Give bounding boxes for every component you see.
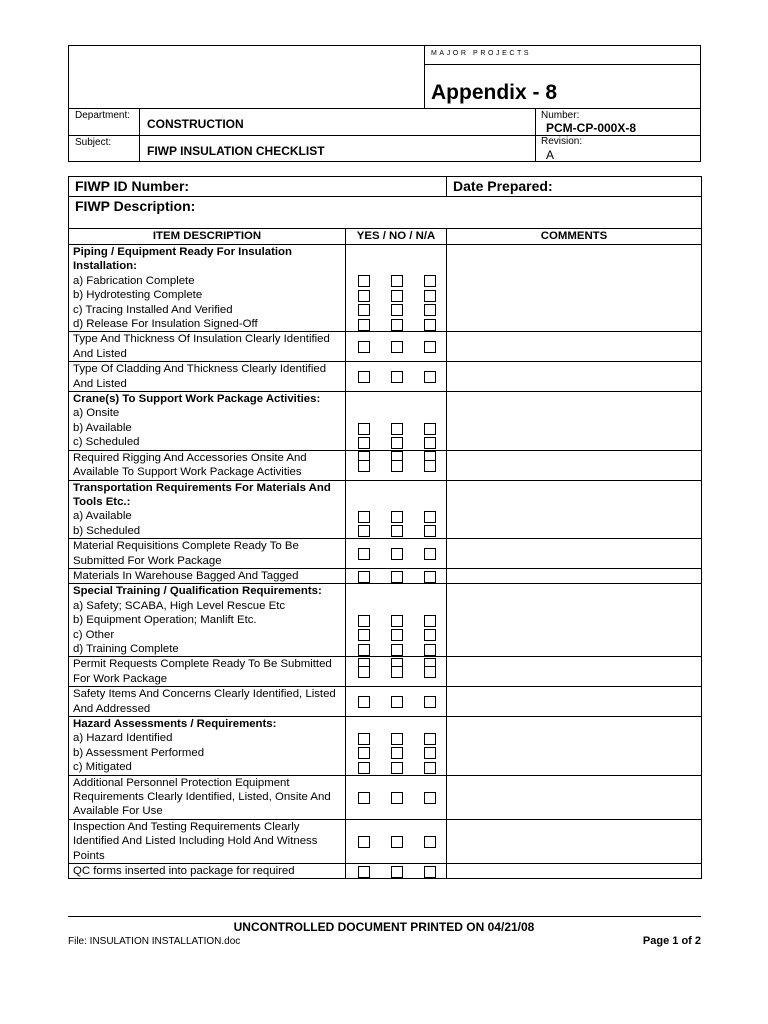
- checkbox-yes[interactable]: [358, 437, 370, 449]
- document-header: [68, 45, 701, 162]
- checkbox-no[interactable]: [391, 290, 403, 302]
- divider: [69, 108, 700, 109]
- item-heading: Special Training / Qualification Requirements:: [73, 585, 322, 598]
- checkbox-group: [358, 370, 436, 384]
- checkbox-no[interactable]: [391, 571, 403, 583]
- checklist-rows: [69, 245, 702, 879]
- item-line: a) Safety; SCABA, High Level Rescue Etc: [73, 599, 286, 612]
- checkbox-group: [358, 458, 436, 472]
- checkbox-yes[interactable]: [358, 460, 370, 472]
- divider: [424, 46, 425, 108]
- item-description-cell: [69, 362, 346, 392]
- checkbox-row: [358, 436, 436, 450]
- checkbox-no[interactable]: [391, 644, 403, 656]
- checkbox-yes[interactable]: [358, 571, 370, 583]
- file-name: File: INSULATION INSTALLATION.doc: [68, 936, 241, 947]
- column-header-yes-no: YES / NO / N/A: [346, 229, 447, 245]
- checkbox-na[interactable]: [424, 423, 436, 435]
- checkbox-yes[interactable]: [358, 866, 370, 878]
- checkbox-no[interactable]: [391, 304, 403, 316]
- item-description-cell: [69, 539, 346, 569]
- checkbox-na[interactable]: [424, 511, 436, 523]
- checkbox-no[interactable]: [391, 696, 403, 708]
- yes-no-na-cell: [346, 392, 447, 451]
- checkbox-na[interactable]: [424, 525, 436, 537]
- checkbox-yes[interactable]: [358, 371, 370, 383]
- checkbox-group: [358, 695, 436, 709]
- item-line: a) Onsite: [73, 407, 120, 420]
- department-value: CONSTRUCTION: [147, 117, 244, 131]
- checkbox-group: [358, 665, 436, 679]
- checkbox-na[interactable]: [424, 629, 436, 641]
- table-row: [69, 775, 702, 819]
- table-row: [69, 392, 702, 451]
- item-line: c) Mitigated: [73, 761, 132, 774]
- date-prepared-field[interactable]: Date Prepared:: [447, 177, 702, 197]
- item-line: c) Other: [73, 628, 115, 641]
- checkbox-row: [358, 642, 436, 656]
- checkbox-no[interactable]: [391, 319, 403, 331]
- checkbox-no[interactable]: [391, 792, 403, 804]
- checkbox-yes[interactable]: [358, 644, 370, 656]
- item-heading: Piping / Equipment Ready For Insulation Installation:: [73, 246, 292, 273]
- checkbox-na[interactable]: [424, 290, 436, 302]
- comments-cell[interactable]: [447, 362, 702, 392]
- item-description-cell: [69, 775, 346, 819]
- yes-no-na-cell: [346, 480, 447, 539]
- checkbox-row: [358, 303, 436, 317]
- checkbox-yes[interactable]: [358, 525, 370, 537]
- checkbox-row: [358, 695, 436, 709]
- checkbox-yes[interactable]: [358, 341, 370, 353]
- checkbox-yes[interactable]: [358, 733, 370, 745]
- item-line: a) Available: [73, 510, 132, 523]
- item-line: Required Rigging And Accessories Onsite And Available To Support Work Package Activities: [73, 451, 307, 479]
- comments-cell[interactable]: [447, 392, 702, 451]
- checkbox-na[interactable]: [424, 304, 436, 316]
- item-line: a) Hazard Identified: [73, 732, 173, 745]
- item-line: QC forms inserted into package for required: [73, 865, 295, 878]
- comments-cell[interactable]: [447, 332, 702, 362]
- checkbox-group: [358, 835, 436, 849]
- checkbox-na[interactable]: [424, 666, 436, 678]
- item-description-cell: [69, 332, 346, 362]
- divider: [424, 64, 700, 65]
- comments-cell[interactable]: [447, 480, 702, 539]
- yes-no-na-cell: [346, 717, 447, 776]
- table-row: [69, 687, 702, 717]
- checkbox-row: [358, 761, 436, 775]
- checkbox-yes[interactable]: [358, 747, 370, 759]
- checkbox-group: [358, 340, 436, 354]
- checkbox-no[interactable]: [391, 836, 403, 848]
- checkbox-no[interactable]: [391, 423, 403, 435]
- checkbox-no[interactable]: [391, 666, 403, 678]
- footer-divider: [68, 916, 701, 917]
- checkbox-yes[interactable]: [358, 423, 370, 435]
- yes-no-na-cell: [346, 864, 447, 879]
- checkbox-no[interactable]: [391, 525, 403, 537]
- checkbox-yes[interactable]: [358, 836, 370, 848]
- yes-no-na-cell: [346, 362, 447, 392]
- checkbox-na[interactable]: [424, 644, 436, 656]
- subject-label: Subject:: [75, 137, 112, 148]
- yes-no-na-cell: [346, 687, 447, 717]
- checkbox-no[interactable]: [391, 371, 403, 383]
- comments-cell[interactable]: [447, 717, 702, 776]
- checkbox-row: [358, 317, 436, 331]
- checkbox-na[interactable]: [424, 866, 436, 878]
- checkbox-yes[interactable]: [358, 304, 370, 316]
- item-description-cell: [69, 450, 346, 480]
- appendix-title: Appendix - 8: [431, 81, 558, 104]
- checkbox-row: [358, 289, 436, 303]
- checkbox-no[interactable]: [391, 762, 403, 774]
- checkbox-yes[interactable]: [358, 319, 370, 331]
- checkbox-row: [358, 421, 436, 435]
- fiwp-id-field[interactable]: FIWP ID Number:: [69, 177, 447, 197]
- checkbox-na[interactable]: [424, 615, 436, 627]
- checkbox-group: [358, 274, 436, 332]
- checkbox-row: [358, 458, 436, 472]
- checkbox-na[interactable]: [424, 762, 436, 774]
- item-line: Type Of Cladding And Thickness Clearly Identified And Listed: [73, 363, 327, 390]
- checkbox-yes[interactable]: [358, 762, 370, 774]
- table-row: [69, 819, 702, 863]
- yes-no-na-cell: [346, 657, 447, 687]
- comments-cell[interactable]: [447, 864, 702, 879]
- divider: [69, 135, 700, 136]
- item-line: Material Requisitions Complete Ready To Be Submitted For Work Package: [73, 540, 299, 567]
- uncontrolled-notice: UNCONTROLLED DOCUMENT PRINTED ON 04/21/08: [233, 920, 535, 934]
- item-line: b) Hydrotesting Complete: [73, 289, 203, 302]
- number-label: Number:: [541, 110, 580, 121]
- comments-cell[interactable]: [447, 687, 702, 717]
- checkbox-row: [358, 835, 436, 849]
- checkbox-row: [358, 510, 436, 524]
- yes-no-na-cell: [346, 539, 447, 569]
- item-line: b) Assessment Performed: [73, 746, 205, 759]
- table-row: [69, 657, 702, 687]
- checkbox-group: [358, 865, 436, 879]
- item-line: b) Scheduled: [73, 524, 141, 537]
- fiwp-description-field[interactable]: FIWP Description:: [69, 197, 702, 229]
- checkbox-no[interactable]: [391, 733, 403, 745]
- checkbox-no[interactable]: [391, 275, 403, 287]
- checkbox-no[interactable]: [391, 615, 403, 627]
- item-description-cell: [69, 392, 346, 451]
- checkbox-group: [358, 547, 436, 561]
- number-value: PCM-CP-000X-8: [546, 121, 637, 135]
- checkbox-row: [358, 370, 436, 384]
- checkbox-na[interactable]: [424, 275, 436, 287]
- divider: [535, 108, 536, 161]
- major-projects-label: MAJOR PROJECTS: [431, 50, 532, 57]
- checkbox-no[interactable]: [391, 460, 403, 472]
- checkbox-row: [358, 791, 436, 805]
- checkbox-row: [358, 524, 436, 538]
- item-description-cell: [69, 657, 346, 687]
- checkbox-na[interactable]: [424, 747, 436, 759]
- item-heading: Hazard Assessments / Requirements:: [73, 718, 277, 730]
- yes-no-na-cell: [346, 450, 447, 480]
- table-row: [69, 864, 702, 879]
- table-row: [69, 362, 702, 392]
- yes-no-na-cell: [346, 245, 447, 332]
- item-description-cell: [69, 584, 346, 657]
- checkbox-row: [358, 665, 436, 679]
- item-heading: Crane(s) To Support Work Package Activities:: [73, 393, 321, 406]
- checkbox-yes[interactable]: [358, 275, 370, 287]
- comments-cell[interactable]: [447, 539, 702, 569]
- item-line: Materials In Warehouse Bagged And Tagged: [73, 569, 299, 582]
- revision-value: A: [546, 148, 555, 162]
- department-label: Department:: [75, 110, 131, 121]
- divider: [139, 108, 140, 161]
- checkbox-yes[interactable]: [358, 290, 370, 302]
- checkbox-no[interactable]: [391, 437, 403, 449]
- checkbox-na[interactable]: [424, 460, 436, 472]
- table-row: [69, 568, 702, 583]
- comments-cell[interactable]: [447, 775, 702, 819]
- checkbox-row: [358, 340, 436, 354]
- checkbox-row: [358, 569, 436, 583]
- item-line: c) Scheduled: [73, 436, 140, 449]
- item-line: Safety Items And Concerns Clearly Identified, Listed And Addressed: [73, 688, 336, 715]
- checkbox-no[interactable]: [391, 747, 403, 759]
- item-line: d) Release For Insulation Signed-Off: [73, 318, 258, 331]
- checkbox-row: [358, 547, 436, 561]
- table-row: [69, 245, 702, 332]
- checkbox-yes[interactable]: [358, 792, 370, 804]
- checkbox-no[interactable]: [391, 341, 403, 353]
- table-row: [69, 450, 702, 480]
- yes-no-na-cell: [346, 819, 447, 863]
- item-description-cell: [69, 864, 346, 879]
- item-line: Inspection And Testing Requirements Clearly Identified And Listed Including Hold And Witness Points: [73, 820, 318, 862]
- checkbox-na[interactable]: [424, 792, 436, 804]
- table-row: [69, 539, 702, 569]
- item-line: b) Equipment Operation; Manlift Etc.: [73, 614, 257, 627]
- table-row: [69, 480, 702, 539]
- comments-cell[interactable]: [447, 657, 702, 687]
- item-description-cell: [69, 245, 346, 332]
- checkbox-group: [358, 732, 436, 775]
- checkbox-no[interactable]: [391, 548, 403, 560]
- checkbox-no[interactable]: [391, 629, 403, 641]
- checkbox-group: [358, 510, 436, 539]
- checkbox-row: [358, 732, 436, 746]
- yes-no-na-cell: [346, 332, 447, 362]
- table-row: [69, 332, 702, 362]
- checkbox-row: [358, 628, 436, 642]
- item-line: Additional Personnel Protection Equipment Requirements Clearly Identified, Listed, Onsite And Available For Use: [73, 776, 331, 818]
- comments-cell[interactable]: [447, 819, 702, 863]
- checkbox-na[interactable]: [424, 733, 436, 745]
- column-header-comments: COMMENTS: [447, 229, 702, 245]
- checkbox-row: [358, 865, 436, 879]
- checkbox-na[interactable]: [424, 371, 436, 383]
- checklist-table: [68, 176, 702, 879]
- item-heading: Transportation Requirements For Materials And Tools Etc.:: [73, 481, 331, 508]
- item-line: Permit Requests Complete Ready To Be Submitted For Work Package: [73, 658, 332, 685]
- checkbox-yes[interactable]: [358, 696, 370, 708]
- table-row: [69, 584, 702, 657]
- item-description-cell: [69, 717, 346, 776]
- yes-no-na-cell: [346, 584, 447, 657]
- checkbox-yes[interactable]: [358, 615, 370, 627]
- yes-no-na-cell: [346, 775, 447, 819]
- checkbox-no[interactable]: [391, 866, 403, 878]
- item-description-cell: [69, 819, 346, 863]
- comments-cell[interactable]: [447, 584, 702, 657]
- comments-cell[interactable]: [447, 450, 702, 480]
- checkbox-group: [358, 569, 436, 583]
- checkbox-na[interactable]: [424, 836, 436, 848]
- item-line: d) Training Complete: [73, 642, 179, 655]
- checkbox-yes[interactable]: [358, 629, 370, 641]
- revision-label: Revision:: [541, 136, 583, 147]
- checkbox-yes[interactable]: [358, 666, 370, 678]
- checkbox-yes[interactable]: [358, 548, 370, 560]
- checkbox-no[interactable]: [391, 511, 403, 523]
- comments-cell[interactable]: [447, 245, 702, 332]
- item-line: b) Available: [73, 421, 132, 434]
- item-line: a) Fabrication Complete: [73, 274, 195, 287]
- item-description-cell: [69, 568, 346, 583]
- item-line: c) Tracing Installed And Verified: [73, 303, 233, 316]
- checkbox-na[interactable]: [424, 548, 436, 560]
- checkbox-row: [358, 274, 436, 288]
- checkbox-na[interactable]: [424, 696, 436, 708]
- checkbox-na[interactable]: [424, 571, 436, 583]
- column-header-item: ITEM DESCRIPTION: [69, 229, 346, 245]
- checkbox-group: [358, 791, 436, 805]
- page-number: Page 1 of 2: [642, 935, 701, 947]
- checkbox-na[interactable]: [424, 319, 436, 331]
- item-line: Type And Thickness Of Insulation Clearly Identified And Listed: [73, 333, 330, 360]
- yes-no-na-cell: [346, 568, 447, 583]
- item-description-cell: [69, 687, 346, 717]
- checkbox-yes[interactable]: [358, 511, 370, 523]
- table-row: [69, 717, 702, 776]
- subject-value: FIWP INSULATION CHECKLIST: [147, 144, 325, 158]
- checkbox-na[interactable]: [424, 341, 436, 353]
- checkbox-na[interactable]: [424, 437, 436, 449]
- checkbox-row: [358, 614, 436, 628]
- comments-cell[interactable]: [447, 568, 702, 583]
- checkbox-row: [358, 746, 436, 760]
- item-description-cell: [69, 480, 346, 539]
